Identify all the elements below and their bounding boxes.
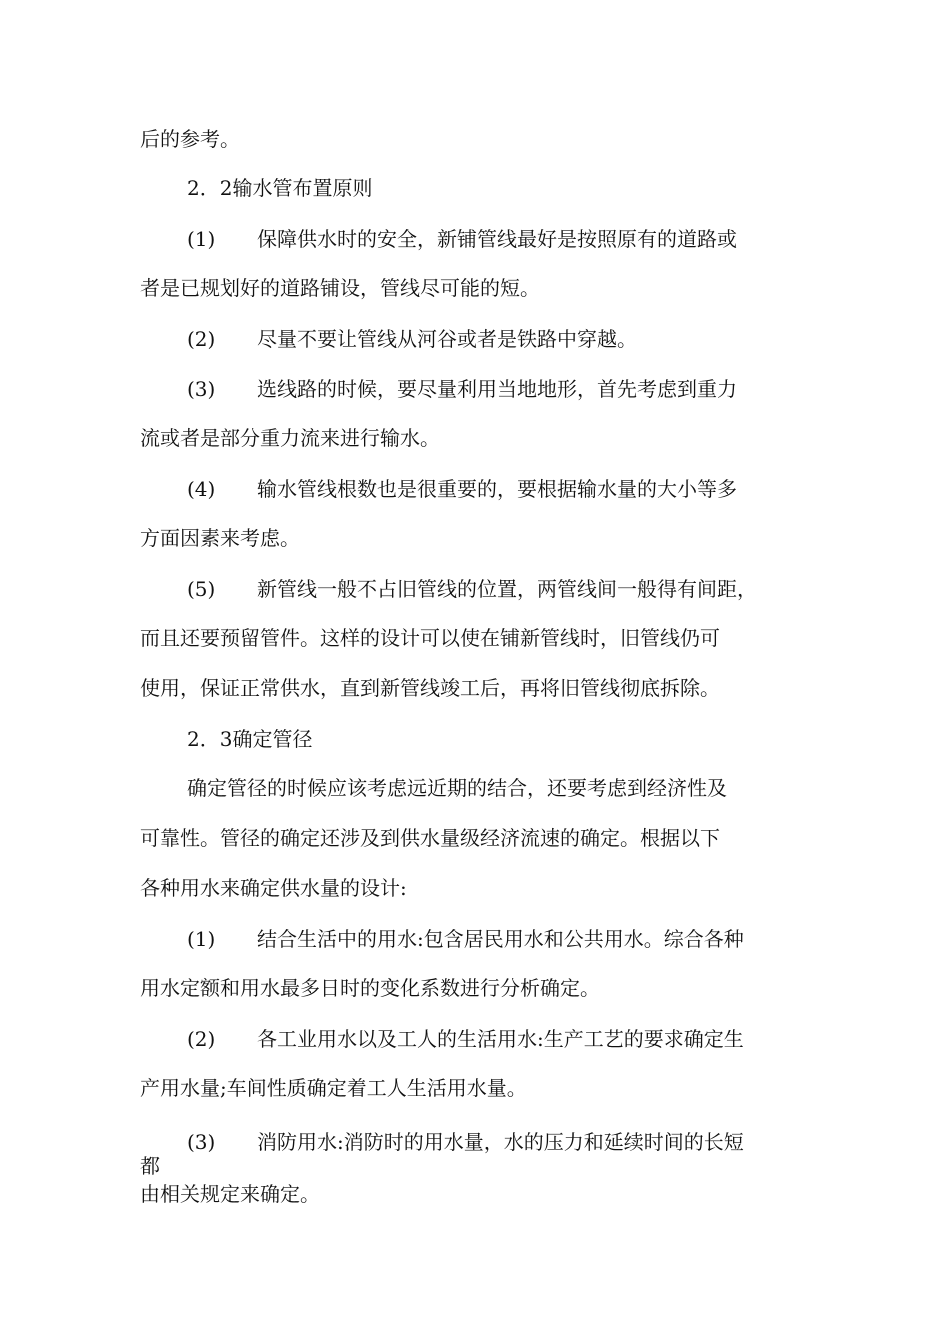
paragraph-text: 可靠性。管径的确定还涉及到供水量级经济流速的确定。根据以下	[140, 826, 720, 850]
list-number: (4)	[187, 477, 216, 501]
section-heading-2-3: 2．3确定管径	[187, 727, 313, 751]
list-number: (1)	[187, 227, 216, 251]
list-item-text: 消防用水:消防时的用水量，水的压力和延续时间的长短	[257, 1130, 744, 1154]
list-item-text: 尽量不要让管线从河谷或者是铁路中穿越。	[257, 327, 637, 351]
list-item-text: 使用，保证正常供水，直到新管线竣工后，再将旧管线彻底拆除。	[140, 676, 720, 700]
paragraph-text: 确定管径的时候应该考虑远近期的结合，还要考虑到经济性及	[187, 776, 727, 800]
list-number: (2)	[187, 327, 216, 351]
list-item-text: 新管线一般不占旧管线的位置，两管线间一般得有间距，	[257, 577, 757, 601]
paragraph-intro: 后的参考。	[140, 127, 240, 151]
list-number: (2)	[187, 1027, 216, 1051]
list-number: (1)	[187, 927, 216, 951]
list-number: (3)	[187, 1130, 216, 1154]
list-item-text: 方面因素来考虑。	[140, 526, 300, 550]
list-number: (3)	[187, 377, 216, 401]
list-item-text: 者是已规划好的道路铺设，管线尽可能的短。	[140, 276, 540, 300]
list-item-text: 选线路的时候，要尽量利用当地地形，首先考虑到重力	[257, 377, 737, 401]
section-heading-2-2: 2．2输水管布置原则	[187, 176, 373, 200]
paragraph-text: 各种用水来确定供水量的设计:	[140, 876, 407, 900]
list-item-text: 由相关规定来确定。	[140, 1182, 320, 1206]
list-item-text: 用水定额和用水最多日时的变化系数进行分析确定。	[140, 976, 600, 1000]
list-item-text: 都	[140, 1154, 160, 1178]
list-item-text: 输水管线根数也是很重要的，要根据输水量的大小等多	[257, 477, 737, 501]
list-item-text: 保障供水时的安全，新铺管线最好是按照原有的道路或	[257, 227, 737, 251]
list-item-text: 产用水量;车间性质确定着工人生活用水量。	[140, 1076, 527, 1100]
list-item-text: 结合生活中的用水:包含居民用水和公共用水。综合各种	[257, 927, 744, 951]
list-item-text: 流或者是部分重力流来进行输水。	[140, 426, 440, 450]
list-item-text: 而且还要预留管件。这样的设计可以使在铺新管线时，旧管线仍可	[140, 626, 720, 650]
list-item-text: 各工业用水以及工人的生活用水:生产工艺的要求确定生	[257, 1027, 744, 1051]
list-number: (5)	[187, 577, 216, 601]
